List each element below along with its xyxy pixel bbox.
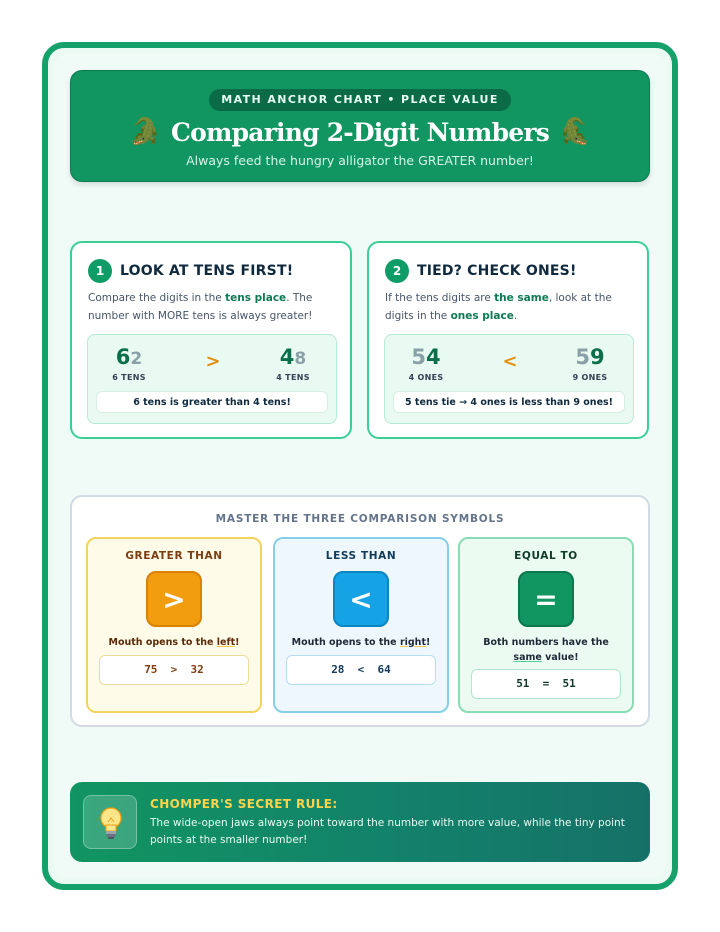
rule-title: CHOMPER'S SECRET RULE: bbox=[150, 797, 338, 811]
description-text: , look at the digits in the bbox=[385, 292, 612, 322]
step-title: LOOK AT TENS FIRST! bbox=[120, 263, 294, 279]
header-banner bbox=[70, 70, 650, 182]
step-header bbox=[385, 259, 577, 283]
number-label: 4 ONES bbox=[408, 373, 444, 382]
page-title: Comparing 2-Digit Numbers bbox=[170, 117, 550, 147]
comparison-example bbox=[384, 334, 634, 424]
symbol-name: EQUAL TO bbox=[514, 550, 578, 562]
symbols-panel bbox=[70, 495, 650, 727]
result-statement: 6 tens is greater than 4 tens! bbox=[96, 391, 328, 413]
secret-rule-banner bbox=[70, 782, 650, 862]
description-underline: left bbox=[216, 637, 236, 648]
description-text: If the tens digits are bbox=[385, 292, 495, 304]
symbol-description bbox=[98, 635, 250, 650]
number-label: 9 ONES bbox=[572, 373, 608, 382]
step-number-badge: 2 bbox=[385, 259, 409, 283]
step-card-ones bbox=[367, 241, 649, 439]
number-value: 62 bbox=[115, 345, 143, 369]
number-value: 54 bbox=[411, 345, 441, 369]
less-than-card bbox=[273, 537, 449, 713]
alligator-icon: 🐊 bbox=[559, 117, 592, 147]
left-number bbox=[391, 345, 461, 382]
description-text: value! bbox=[541, 652, 579, 663]
step-description bbox=[385, 289, 637, 325]
step-description bbox=[88, 289, 340, 325]
symbol-example: 75 > 32 bbox=[99, 655, 249, 685]
description-highlight: ones place bbox=[450, 310, 514, 322]
description-text: Compare the digits in the bbox=[88, 292, 226, 304]
step-title: TIED? CHECK ONES! bbox=[417, 263, 577, 279]
right-number bbox=[555, 345, 625, 382]
step-number-badge: 1 bbox=[88, 259, 112, 283]
symbol-description bbox=[285, 635, 437, 650]
equal-to-card bbox=[458, 537, 634, 713]
page-subtitle: Always feed the hungry alligator the GREATER number! bbox=[186, 153, 534, 168]
comparison-example bbox=[87, 334, 337, 424]
description-text: ! bbox=[425, 637, 431, 648]
description-text: . bbox=[513, 310, 518, 322]
light-bulb-icon bbox=[83, 795, 137, 849]
description-text: Both numbers have the bbox=[483, 637, 609, 648]
number-value: 59 bbox=[575, 345, 605, 369]
comparison-symbol: < bbox=[502, 351, 518, 372]
description-highlight: tens place bbox=[225, 292, 287, 304]
symbol-name: LESS THAN bbox=[325, 550, 397, 562]
symbol-description bbox=[470, 635, 622, 665]
description-text: . The number with MORE tens is always greater! bbox=[88, 292, 313, 322]
step-card-tens bbox=[70, 241, 352, 439]
number-label: 6 TENS bbox=[112, 373, 146, 382]
description-underline: right bbox=[399, 637, 426, 648]
left-number bbox=[94, 345, 164, 382]
description-highlight: the same bbox=[494, 292, 549, 304]
description-text: Mouth opens to the bbox=[108, 637, 217, 648]
greater-than-card bbox=[86, 537, 262, 713]
symbol-name: GREATER THAN bbox=[125, 550, 223, 562]
description-text: ! bbox=[235, 637, 240, 648]
description-text: Mouth opens to the bbox=[291, 637, 400, 648]
title-row bbox=[71, 115, 649, 149]
topic-pill: MATH ANCHOR CHART • PLACE VALUE bbox=[209, 89, 511, 111]
symbol-example: 51 = 51 bbox=[471, 669, 621, 699]
step-header bbox=[88, 259, 293, 283]
rule-text: The wide-open jaws always point toward the number with more value, while the tiny point points at the smaller number! bbox=[150, 817, 625, 846]
symbol-example: 28 < 64 bbox=[286, 655, 436, 685]
result-statement: 5 tens tie → 4 ones is less than 9 ones! bbox=[393, 391, 625, 413]
right-number bbox=[258, 345, 328, 382]
description-underline: same bbox=[513, 652, 542, 663]
number-value: 48 bbox=[279, 345, 307, 369]
comparison-symbol: > bbox=[205, 351, 221, 372]
number-label: 4 TENS bbox=[276, 373, 310, 382]
alligator-icon: 🐊 bbox=[128, 117, 161, 147]
symbols-panel-title: MASTER THE THREE COMPARISON SYMBOLS bbox=[215, 513, 505, 525]
greater-than-symbol-icon: > bbox=[146, 571, 202, 627]
less-than-symbol-icon: < bbox=[333, 571, 389, 627]
equal-sign-symbol-icon: = bbox=[518, 571, 574, 627]
light-bulb-icon-graphic bbox=[84, 796, 138, 850]
